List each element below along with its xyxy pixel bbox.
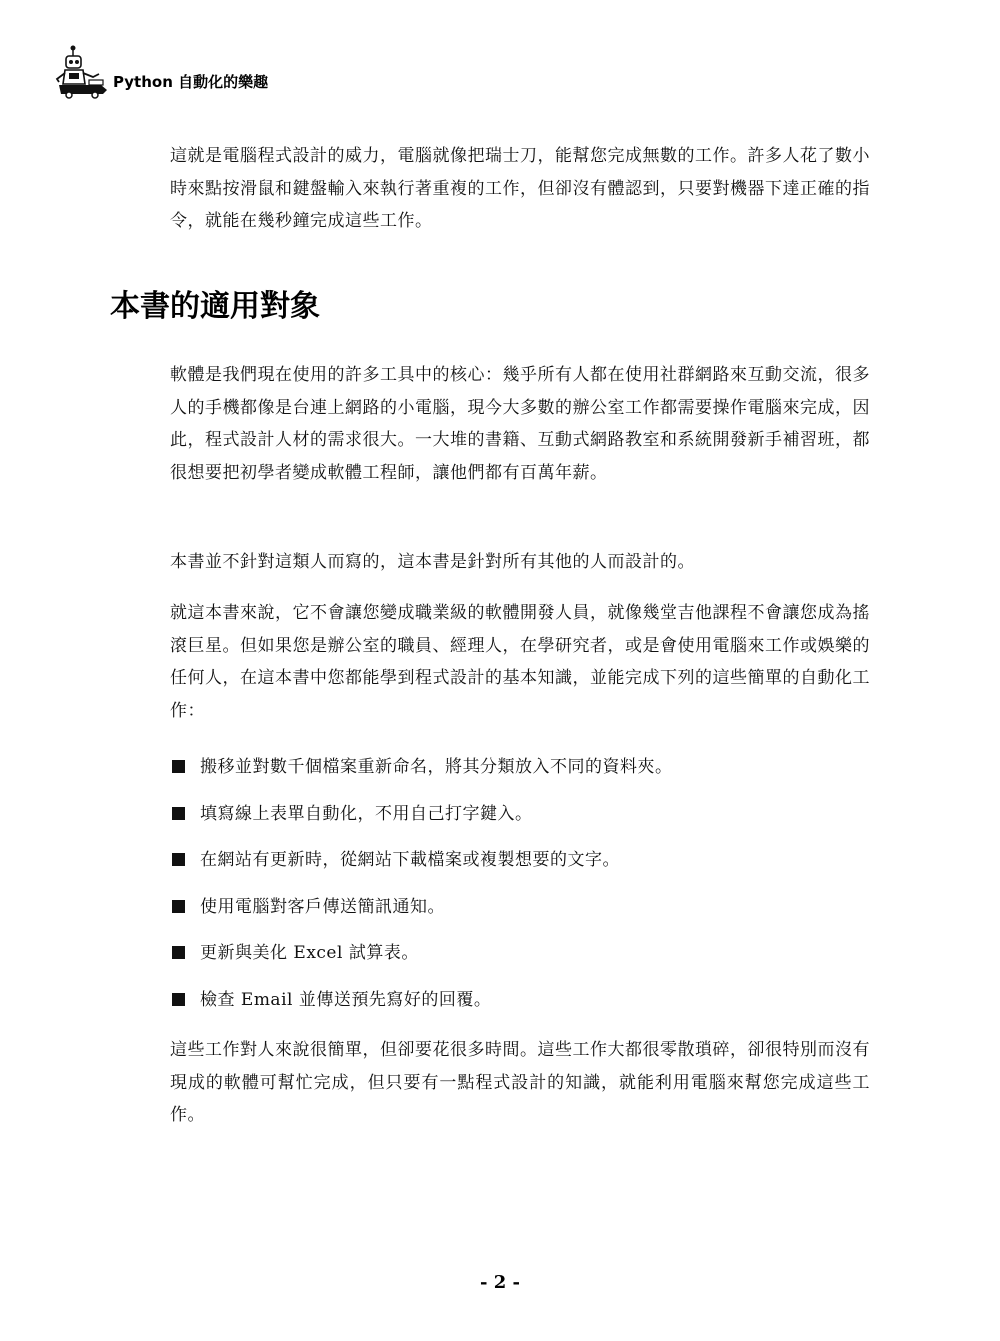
page-number: - 2 - bbox=[480, 1272, 520, 1293]
list-item-text: 搬移並對數千個檔案重新命名，將其分類放入不同的資料夾。 bbox=[200, 757, 673, 777]
task-list bbox=[170, 752, 870, 1031]
list-item bbox=[170, 938, 870, 985]
square-bullet-icon bbox=[172, 946, 185, 959]
list-item-text: 在網站有更新時，從網站下載檔案或複製想要的文字。 bbox=[200, 850, 620, 870]
section-heading: 本書的適用對象 bbox=[110, 289, 320, 324]
intro-paragraph: 這就是電腦程式設計的威力，電腦就像把瑞士刀，能幫您完成無數的工作。許多人花了數小時來點按滑鼠和鍵盤輸入來執行著重複的工作，但卻沒有體認到，只要對機器下達正確的指令，就能在幾秒鐘完成這些工作。 bbox=[170, 146, 870, 231]
list-item bbox=[170, 752, 870, 799]
closing-paragraph: 這些工作對人來說很簡單，但卻要花很多時間。這些工作大都很零散瑣碎，卻很特別而沒有現成的軟體可幫忙完成，但只要有一點程式設計的知識，就能利用電腦來幫您完成這些工作。 bbox=[170, 1040, 870, 1125]
square-bullet-icon bbox=[172, 760, 185, 773]
list-item bbox=[170, 799, 870, 846]
list-item-text: 填寫線上表單自動化，不用自己打字鍵入。 bbox=[200, 803, 533, 824]
list-item-text: 使用電腦對客戶傳送簡訊通知。 bbox=[200, 896, 445, 917]
body-paragraph: 就這本書來說，它不會讓您變成職業級的軟體開發人員，就像幾堂吉他課程不會讓您成為搖滾巨星。但如果您是辦公室的職員、經理人，在學研究者，或是會使用電腦來工作或娛樂的任何人，在這本書中您都能學到程式設計的基本知識，並能完成下列的這些簡單的自動化工作： bbox=[170, 603, 870, 721]
list-item-text: 更新與美化 Excel 試算表。 bbox=[200, 943, 419, 963]
body-paragraph: 本書並不針對這類人而寫的，這本書是針對所有其他的人而設計的。 bbox=[170, 552, 695, 572]
list-item bbox=[170, 845, 870, 892]
robot-mascot-logo bbox=[55, 44, 111, 100]
list-item bbox=[170, 985, 870, 1032]
list-item-text: 檢查 Email 並傳送預先寫好的回覆。 bbox=[200, 989, 492, 1010]
square-bullet-icon bbox=[172, 807, 185, 820]
square-bullet-icon bbox=[172, 993, 185, 1006]
running-title: Python 自動化的樂趣 bbox=[113, 73, 269, 91]
square-bullet-icon bbox=[172, 900, 185, 913]
page-header bbox=[55, 44, 455, 100]
list-item bbox=[170, 892, 870, 939]
square-bullet-icon bbox=[172, 853, 185, 866]
body-paragraph: 軟體是我們現在使用的許多工具中的核心：幾乎所有人都在使用社群網路來互動交流，很多人的手機都像是台連上網路的小電腦，現今大多數的辦公室工作都需要操作電腦來完成，因此，程式設計人材的需求很大。一大堆的書籍、互動式網路教室和系統開發新手補習班，都很想要把初學者變成軟體工程師，讓他們都有百萬年薪。 bbox=[170, 365, 870, 483]
